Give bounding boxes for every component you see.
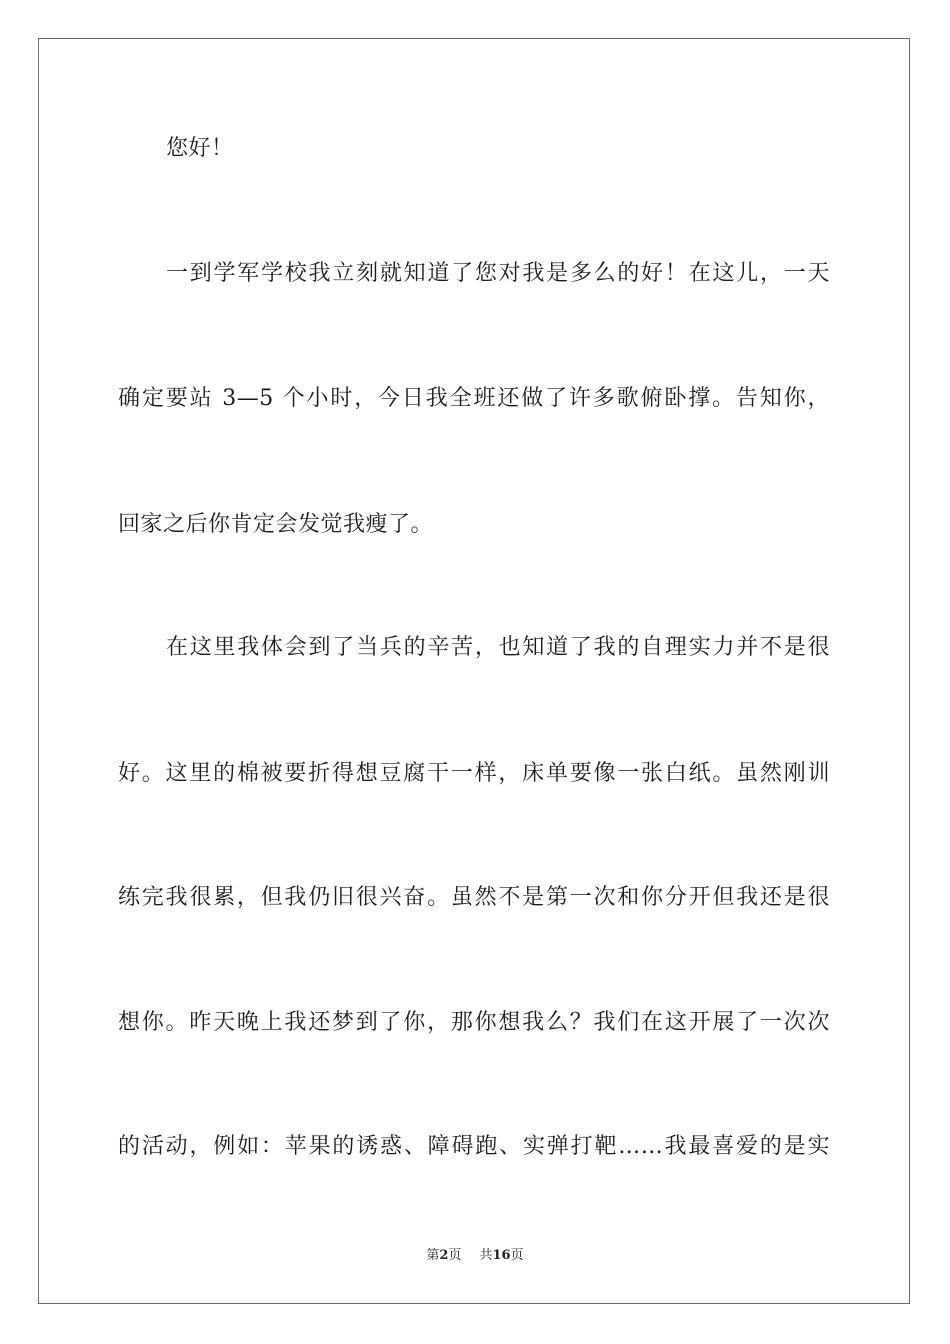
page-suffix: 页 [448, 1248, 462, 1263]
paragraph-2-line-5: 的活动，例如：苹果的诱惑、障碍跑、实弹打靶……我最喜爱的是实 [118, 1134, 830, 1159]
page-footer [0, 1247, 950, 1265]
paragraph-1-line-1: 一到学军学校我立刻就知道了您对我是多么的好！在这儿，一天 [166, 261, 830, 286]
paragraph-2-line-2: 好。这里的棉被要折得想豆腐干一样，床单要像一张白纸。虽然刚训 [118, 761, 830, 786]
paragraph-2-line-3: 练完我很累，但我仍旧很兴奋。虽然不是第一次和你分开但我还是很 [118, 885, 830, 910]
paragraph-2-line-4: 想你。昨天晚上我还梦到了你，那你想我么？我们在这开展了一次次 [118, 1010, 830, 1035]
total-pages: 16 [492, 1248, 511, 1263]
page-prefix: 第 [426, 1248, 440, 1263]
total-suffix: 页 [510, 1248, 524, 1263]
page-number: 2 [439, 1248, 449, 1263]
paragraph-2-line-1: 在这里我体会到了当兵的辛苦，也知道了我的自理实力并不是很 [166, 635, 830, 660]
paragraph-1-line-2: 确定要站 3—5 个小时，今日我全班还做了许多歌俯卧撑。告知你， [118, 386, 830, 411]
page-frame [38, 38, 910, 1304]
total-prefix: 共 [479, 1248, 493, 1263]
paragraph-1-line-3: 回家之后你肯定会发觉我瘦了。 [118, 512, 434, 537]
greeting-line: 您好！ [166, 136, 234, 161]
